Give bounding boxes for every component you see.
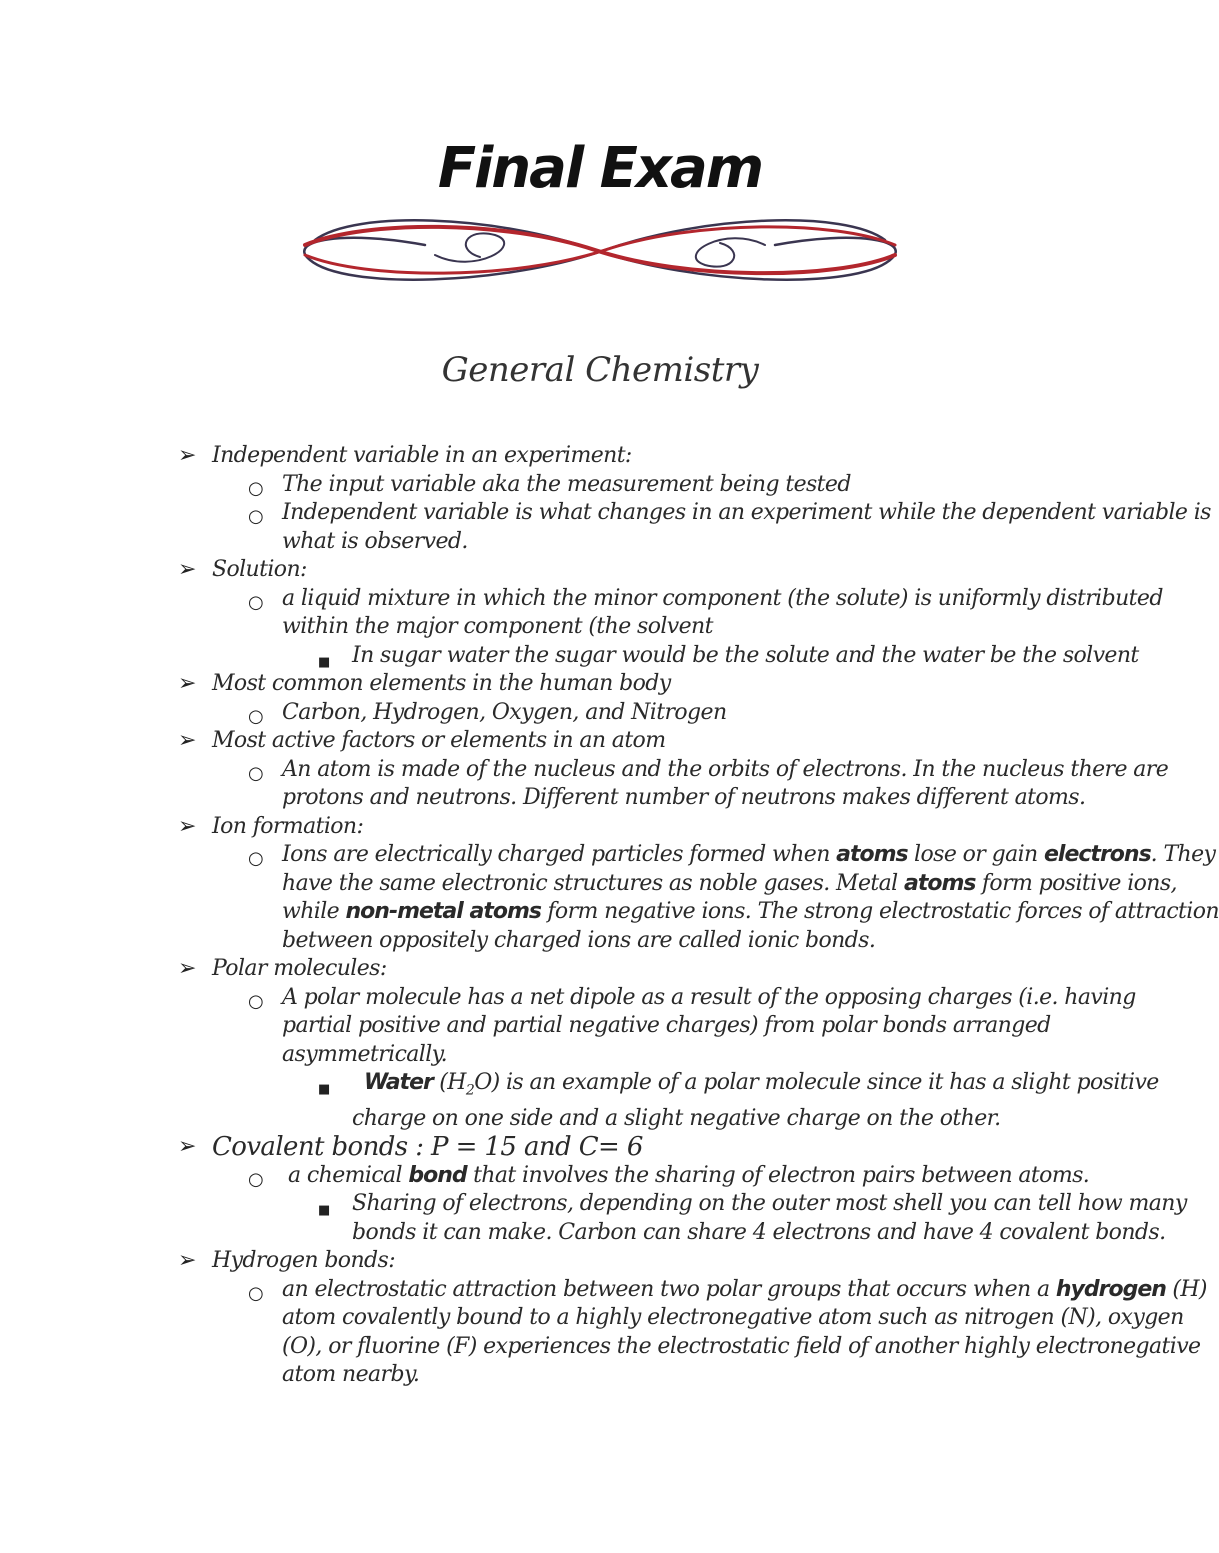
sub-bullet <box>0 471 1200 500</box>
bold-term: hydrogen <box>1055 1276 1166 1302</box>
sub-bullet-continuation: atom covalently bound to a highly electronegative atom such as nitrogen (N), oxygen <box>282 1305 1184 1331</box>
circle-bullet-icon: ○ <box>248 1282 264 1304</box>
circle-bullet-icon: ○ <box>248 705 264 727</box>
bold-term: bond <box>408 1162 467 1188</box>
sub-bullet-continuation: what is observed. <box>282 528 468 554</box>
sub-bullet <box>0 841 1216 870</box>
square-bullet-icon: ■ <box>318 1082 330 1097</box>
sub-bullet <box>0 585 1200 614</box>
text-run: (H) <box>1165 1276 1207 1302</box>
arrow-bullet-icon: ➢ <box>178 1248 196 1274</box>
square-bullet-icon: ■ <box>318 654 330 670</box>
text-run: lose or gain <box>907 842 1044 867</box>
bullet-label: Ion formation: <box>212 813 364 839</box>
bullet-label: Polar molecules: <box>212 956 387 981</box>
bullet-ion-formation <box>0 813 1200 842</box>
sub-bullet-text: The input variable aka the measurement being tested <box>282 471 851 497</box>
sub-bullet-continuation: asymmetrically. <box>282 1041 447 1067</box>
circle-bullet-icon: ○ <box>248 990 264 1012</box>
text-run: form negative ions. The strong electrostatic forces of attraction <box>540 899 1219 924</box>
text-run: while <box>282 899 346 924</box>
circle-bullet-icon: ○ <box>248 477 264 499</box>
bold-term: electrons <box>1044 842 1151 867</box>
sub-bullet-continuation: atom nearby. <box>282 1362 420 1388</box>
page-title: Final Exam <box>437 136 763 201</box>
bullet-label: Independent variable in an experiment: <box>212 443 632 468</box>
sub-bullet-continuation <box>0 898 1219 927</box>
sub-bullet-text: Carbon, Hydrogen, Oxygen, and Nitrogen <box>282 699 727 725</box>
sub-sub-bullet-continuation: charge on one side and a slight negative charge on the other. <box>352 1105 1001 1131</box>
bold-term: non-metal atoms <box>345 899 541 924</box>
text-run: a chemical <box>288 1162 409 1188</box>
text-run: an electrostatic attraction between two polar groups that occurs when a <box>282 1276 1056 1302</box>
arrow-bullet-icon: ➢ <box>178 813 196 839</box>
text-run: . They <box>1150 842 1216 867</box>
sub-bullet-continuation: within the major component (the solvent <box>282 614 713 639</box>
bold-term: atoms <box>903 870 976 896</box>
bullet-covalent-bonds <box>0 1133 1200 1162</box>
page-subtitle: General Chemistry <box>441 350 759 390</box>
arrow-bullet-icon: ➢ <box>178 1134 196 1160</box>
arrow-bullet-icon: ➢ <box>178 728 196 753</box>
sub-bullet-text: An atom is made of the nucleus and the orbits of electrons. In the nucleus there are <box>282 756 1169 782</box>
text-run: (H <box>432 1070 466 1095</box>
bullet-hydrogen-bonds <box>0 1247 1200 1276</box>
notes-list <box>0 442 1219 1390</box>
subscript: 2 <box>465 1082 475 1099</box>
bullet-solution <box>0 556 1200 585</box>
sub-sub-bullet <box>0 642 1200 671</box>
sub-bullet-text: a liquid mixture in which the minor component (the solute) is uniformly distributed <box>282 585 1163 611</box>
bullet-polar-molecules <box>0 955 1200 984</box>
bullet-label: Most active factors or elements in an atom <box>212 728 666 753</box>
bullet-label: Covalent bonds : P = 15 and C= 6 <box>212 1132 643 1163</box>
sub-bullet <box>0 1276 1207 1305</box>
arrow-bullet-icon: ➢ <box>178 671 196 696</box>
text-run: have the same electronic structures as noble gases. Metal <box>282 870 904 896</box>
sub-bullet <box>0 984 1200 1013</box>
sub-bullet <box>0 499 1211 528</box>
arrow-bullet-icon: ➢ <box>178 557 196 582</box>
sub-bullet-continuation: between oppositely charged ions are called ionic bonds. <box>282 927 876 953</box>
sub-bullet <box>0 756 1200 785</box>
bullet-independent-variable <box>0 442 1200 471</box>
sub-bullet-text: A polar molecule has a net dipole as a result of the opposing charges (i.e. having <box>282 984 1136 1010</box>
circle-bullet-icon: ○ <box>248 506 264 527</box>
sub-bullet <box>0 1162 1200 1191</box>
sub-bullet-continuation: protons and neutrons. Different number of neutrons makes different atoms. <box>282 785 1086 810</box>
text-run: O) is an example of a polar molecule since it has a slight positive <box>474 1070 1159 1095</box>
bullet-label: Hydrogen bonds: <box>212 1248 396 1274</box>
sub-bullet-text: Independent variable is what changes in an experiment while the dependent variable is <box>282 500 1211 525</box>
sub-sub-bullet-text: Sharing of electrons, depending on the outer most shell you can tell how many <box>352 1191 1187 1217</box>
circle-bullet-icon: ○ <box>248 848 264 869</box>
sub-sub-bullet <box>0 1069 1200 1105</box>
bold-term: Water <box>364 1070 433 1095</box>
circle-bullet-icon: ○ <box>248 1168 264 1190</box>
sub-sub-bullet <box>0 1190 1200 1219</box>
sub-bullet <box>0 699 1200 728</box>
bullet-label: Solution: <box>212 557 307 582</box>
bullet-label: Most common elements in the human body <box>212 671 671 696</box>
bullet-active-factors <box>0 727 1200 756</box>
flourish-divider-icon <box>295 205 905 295</box>
text-run: form positive ions, <box>975 870 1177 896</box>
circle-bullet-icon: ○ <box>248 591 264 613</box>
sub-sub-bullet-text: In sugar water the sugar would be the solute and the water be the solvent <box>352 642 1139 668</box>
sub-bullet-continuation: (O), or fluorine (F) experiences the electrostatic field of another highly electronegative <box>282 1333 1201 1359</box>
text-run: Ions are electrically charged particles formed when <box>282 842 837 867</box>
square-bullet-icon: ■ <box>318 1203 330 1219</box>
text-run: that involves the sharing of electron pairs between atoms. <box>466 1162 1090 1188</box>
sub-bullet-continuation: partial positive and partial negative charges) from polar bonds arranged <box>282 1013 1051 1038</box>
arrow-bullet-icon: ➢ <box>178 443 196 468</box>
sub-bullet-continuation <box>0 870 1200 899</box>
arrow-bullet-icon: ➢ <box>178 956 196 981</box>
sub-sub-bullet-continuation: bonds it can make. Carbon can share 4 electrons and have 4 covalent bonds. <box>352 1219 1166 1245</box>
bold-term: atoms <box>836 842 908 867</box>
circle-bullet-icon: ○ <box>248 762 264 784</box>
bullet-common-elements <box>0 670 1200 699</box>
